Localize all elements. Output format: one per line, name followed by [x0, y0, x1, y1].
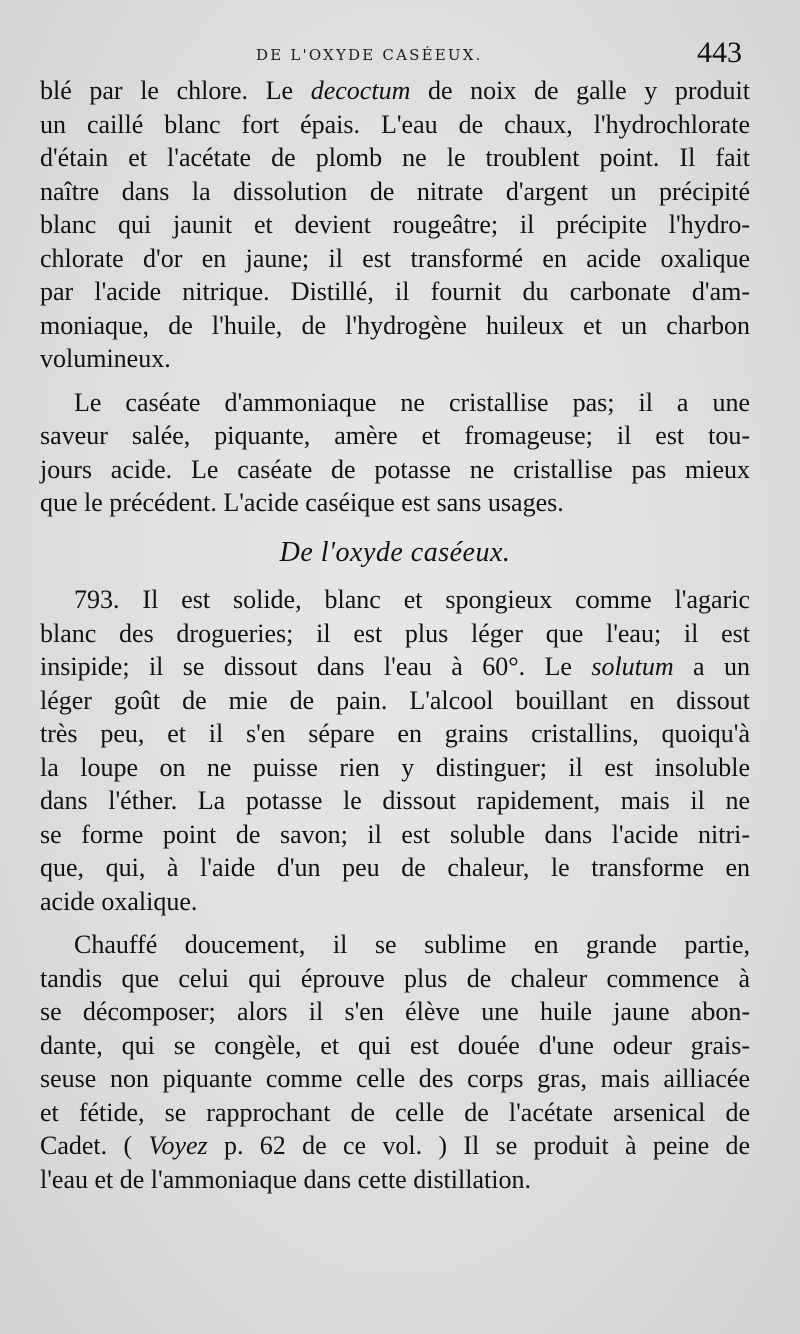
text-line: volumineux.: [40, 344, 171, 373]
paragraph-3: [40, 583, 750, 918]
paragraph-2: [40, 386, 750, 520]
running-head: DE L'OXYDE CASÉEUX.: [256, 46, 483, 64]
text-line: et fétide, se rapprochant de celle de l'acétate arsenical de: [40, 1097, 750, 1127]
paragraph-4: [40, 928, 750, 1196]
page-number: 443: [697, 36, 742, 69]
text-line: blanc qui jaunit et devient rougeâtre; il précipite l'hydro-: [40, 210, 750, 239]
text-line: dante, qui se congèle, et qui est douée d'une odeur grais-: [40, 1030, 750, 1060]
text-line: Chauffé doucement, il se sublime en grande partie,: [74, 930, 750, 959]
text-line: seuse non piquante comme celle des corps gras, mais ailliacée: [40, 1064, 750, 1093]
text-line: jours acide. Le caséate de potasse ne cristallise pas mieux: [40, 454, 750, 484]
text-line: naître dans la dissolution de nitrate d'argent un précipité: [40, 176, 750, 206]
text-line: Le caséate d'ammoniaque ne cristallise pas; il a une: [74, 387, 750, 417]
text-line: un caillé blanc fort épais. L'eau de chaux, l'hydrochlorate: [40, 109, 750, 139]
text-line: l'eau et de l'ammoniaque dans cette distillation.: [40, 1164, 531, 1194]
text-line: tandis que celui qui éprouve plus de chaleur commence à: [40, 963, 750, 993]
text-line: très peu, et il s'en sépare en grains cristallins, quoiqu'à: [40, 719, 750, 748]
page-header: [0, 36, 800, 74]
text-line: par l'acide nitrique. Distillé, il fournit du carbonate d'am-: [40, 277, 750, 306]
text-line: saveur salée, piquante, amère et fromageuse; il est tou-: [40, 421, 750, 450]
section-title: De l'oxyde caséeux.: [279, 536, 511, 568]
text-line: dans l'éther. La potasse le dissout rapidement, mais il ne: [40, 786, 750, 815]
text-line: chlorate d'or en jaune; il est transformé en acide oxalique: [40, 243, 750, 273]
text-line: Cadet. ( Voyez p. 62 de ce vol. ) Il se produit à peine de: [40, 1131, 751, 1160]
text-line: d'étain et l'acétate de plomb ne le troublent point. Il fait: [40, 143, 750, 172]
text-line: se décomposer; alors il s'en élève une huile jaune abon-: [40, 997, 750, 1026]
paragraph-1: [40, 74, 750, 376]
text-line: insipide; il se dissout dans l'eau à 60°. Le solutum a un: [40, 652, 750, 681]
text-line: léger goût de mie de pain. L'alcool bouillant en dissout: [40, 685, 750, 715]
text-line: que, qui, à l'aide d'un peu de chaleur, le transforme en: [40, 853, 750, 882]
text-line: moniaque, de l'huile, de l'hydrogène huileux et un charbon: [40, 310, 750, 340]
text-line: 793. Il est solide, blanc et spongieux comme l'agaric: [74, 585, 750, 614]
text-line: la loupe on ne puisse rien y distinguer; il est insoluble: [40, 752, 750, 782]
text-line: se forme point de savon; il est soluble dans l'acide nitri-: [40, 819, 750, 849]
body-text: [40, 74, 750, 1196]
text-line: acide oxalique.: [40, 886, 198, 916]
text-line: blanc des drogueries; il est plus léger que l'eau; il est: [40, 618, 750, 648]
text-line: blé par le chlore. Le decoctum de noix de galle y produit: [40, 76, 751, 105]
text-line: que le précédent. L'acide caséique est sans usages.: [40, 488, 564, 517]
